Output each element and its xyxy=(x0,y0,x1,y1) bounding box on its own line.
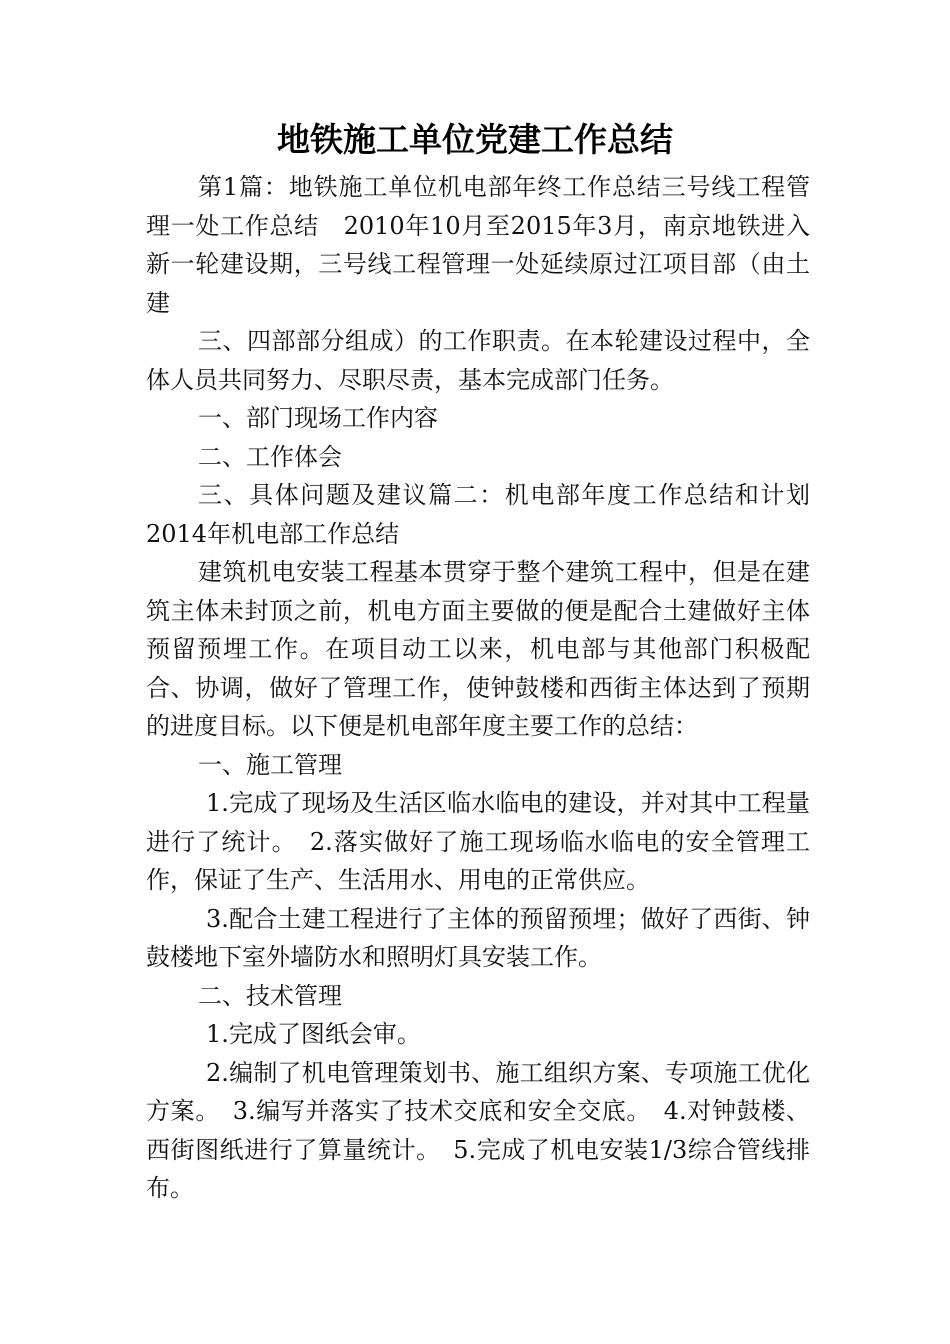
document-title: 地铁施工单位党建工作总结 xyxy=(277,120,673,159)
paragraph: 一、部门现场工作内容 xyxy=(198,404,438,432)
paragraph: 建筑机电安装工程基本贯穿于整个建筑工程中，但是在建筑主体未封顶之前，机电方面主要做的便是配合土建做好主体预留预埋工作。在项目动工以来，机电部与其他部门积极配合、协调，做好了管理工作，使钟鼓楼和西街主体达到了预期的进度目标。以下便是机电部年度主要工作的总结： xyxy=(146,558,810,740)
paragraph: 第1篇：地铁施工单位机电部年终工作总结三号线工程管理一处工作总结 2010年10月至2015年3月，南京地铁进入新一轮建设期，三号线工程管理一处延续原过江项目部（由土建 xyxy=(146,173,810,317)
paragraph: 一、施工管理 xyxy=(198,750,342,779)
paragraph: 二、技术管理 xyxy=(198,981,342,1010)
paragraph: 二、工作体会 xyxy=(198,442,342,471)
paragraph: 1.完成了图纸会审。 xyxy=(206,1020,421,1048)
document-body xyxy=(146,168,810,1208)
paragraph: 三、具体问题及建议篇二：机电部年度工作总结和计划2014年机电部工作总结 xyxy=(146,481,810,548)
paragraph: 2.编制了机电管理策划书、施工组织方案、专项施工优化方案。 3.编写并落实了技术交底和安全交底。 4.对钟鼓楼、西街图纸进行了算量统计。 5.完成了机电安装1/3综合管线排布。 xyxy=(146,1058,810,1202)
paragraph: 1.完成了现场及生活区临水临电的建设，并对其中工程量进行了统计。 2.落实做好了施工现场临水临电的安全管理工作，保证了生产、生活用水、用电的正常供应。 xyxy=(146,789,810,894)
paragraph: 3.配合土建工程进行了主体的预留预埋；做好了西街、钟鼓楼地下室外墙防水和照明灯具安装工作。 xyxy=(146,904,810,971)
paragraph: 三、四部部分组成）的工作职责。在本轮建设过程中，全体人员共同努力、尽职尽责，基本完成部门任务。 xyxy=(146,327,810,394)
